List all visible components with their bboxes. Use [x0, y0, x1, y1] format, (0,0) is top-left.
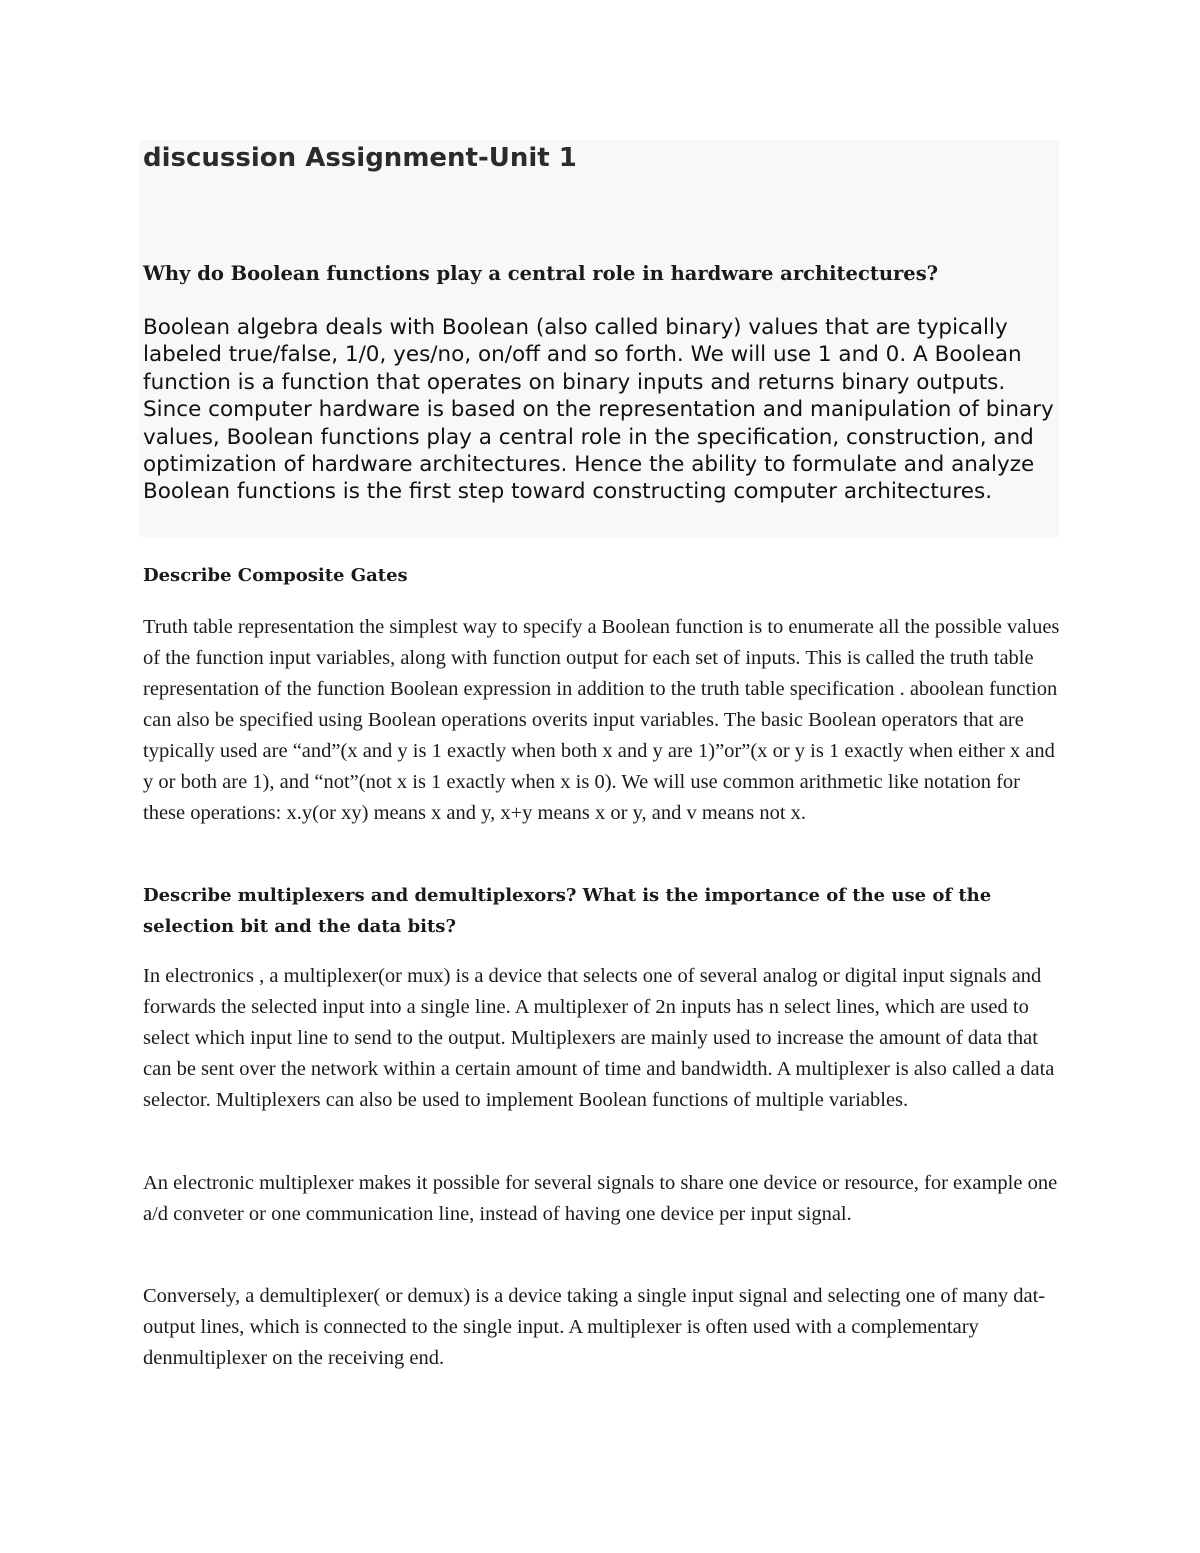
answer-multiplexers-paragraph-2: An electronic multiplexer makes it possible for several signals to share one device or resource, for example one a/d conveter or one communication line, instead of having one device per input signal.: [143, 1172, 1058, 1225]
question-composite-gates: Describe Composite Gates: [143, 565, 408, 586]
answer-multiplexers-paragraph-1: In electronics , a multiplexer(or mux) is a device that selects one of several analog or digital input signals and forwards the selected input into a single line. A multiplexer of 2n inputs has n select lines, which are used to select which input line to send to the output. Multiplexers are mainly used to increase the amount of data that can be sent over the network within a certain amount of time and bandwidth. A multiplexer is also called a data selector. Multiplexers can also be used to implement Boolean functions of multiple variables.: [143, 965, 1055, 1111]
answer-composite-gates: Truth table representation the simplest way to specify a Boolean function is to enumerate all the possible values of the function input variables, along with function output for each set of inputs. This is called the truth table representation of the function Boolean expression in addition to the truth table specification . aboolean function can also be specified using Boolean operations overits input variables. The basic Boolean operators that are typically used are “and”(x and y is 1 exactly when both x and y are 1)”or”(x or y is 1 exactly when either x and y or both are 1), and “not”(not x is 1 exactly when x is 0). We will use common arithmetic like notation for these operations: x.y(or xy) means x and y, x+y means x or y, and v means not x.: [143, 616, 1060, 824]
document-title: discussion Assignment-Unit 1: [143, 143, 577, 173]
question-multiplexers: Describe multiplexers and demultiplexors? What is the importance of the use of the selection bit and the data bits?: [143, 885, 992, 937]
answer-boolean-functions: Boolean algebra deals with Boolean (also called binary) values that are typically labeled true/false, 1/0, yes/no, on/off and so forth. We will use 1 and 0. A Boolean function is a function that operates on binary inputs and returns binary outputs. Since computer hardware is based on the representation and manipulation of binary values, Boolean functions play a central role in the specification, construction, and optimization of hardware architectures. Hence the ability to formulate and analyze Boolean functions is the first step toward constructing computer architectures.: [143, 315, 1054, 505]
question-boolean-functions: Why do Boolean functions play a central role in hardware architectures?: [143, 262, 939, 285]
answer-demultiplexers-paragraph: Conversely, a demultiplexer( or demux) is a device taking a single input signal and selecting one of many dat-output lines, which is connected to the single input. A multiplexer is often used with a complementary denmultiplexer on the receiving end.: [143, 1285, 1046, 1369]
